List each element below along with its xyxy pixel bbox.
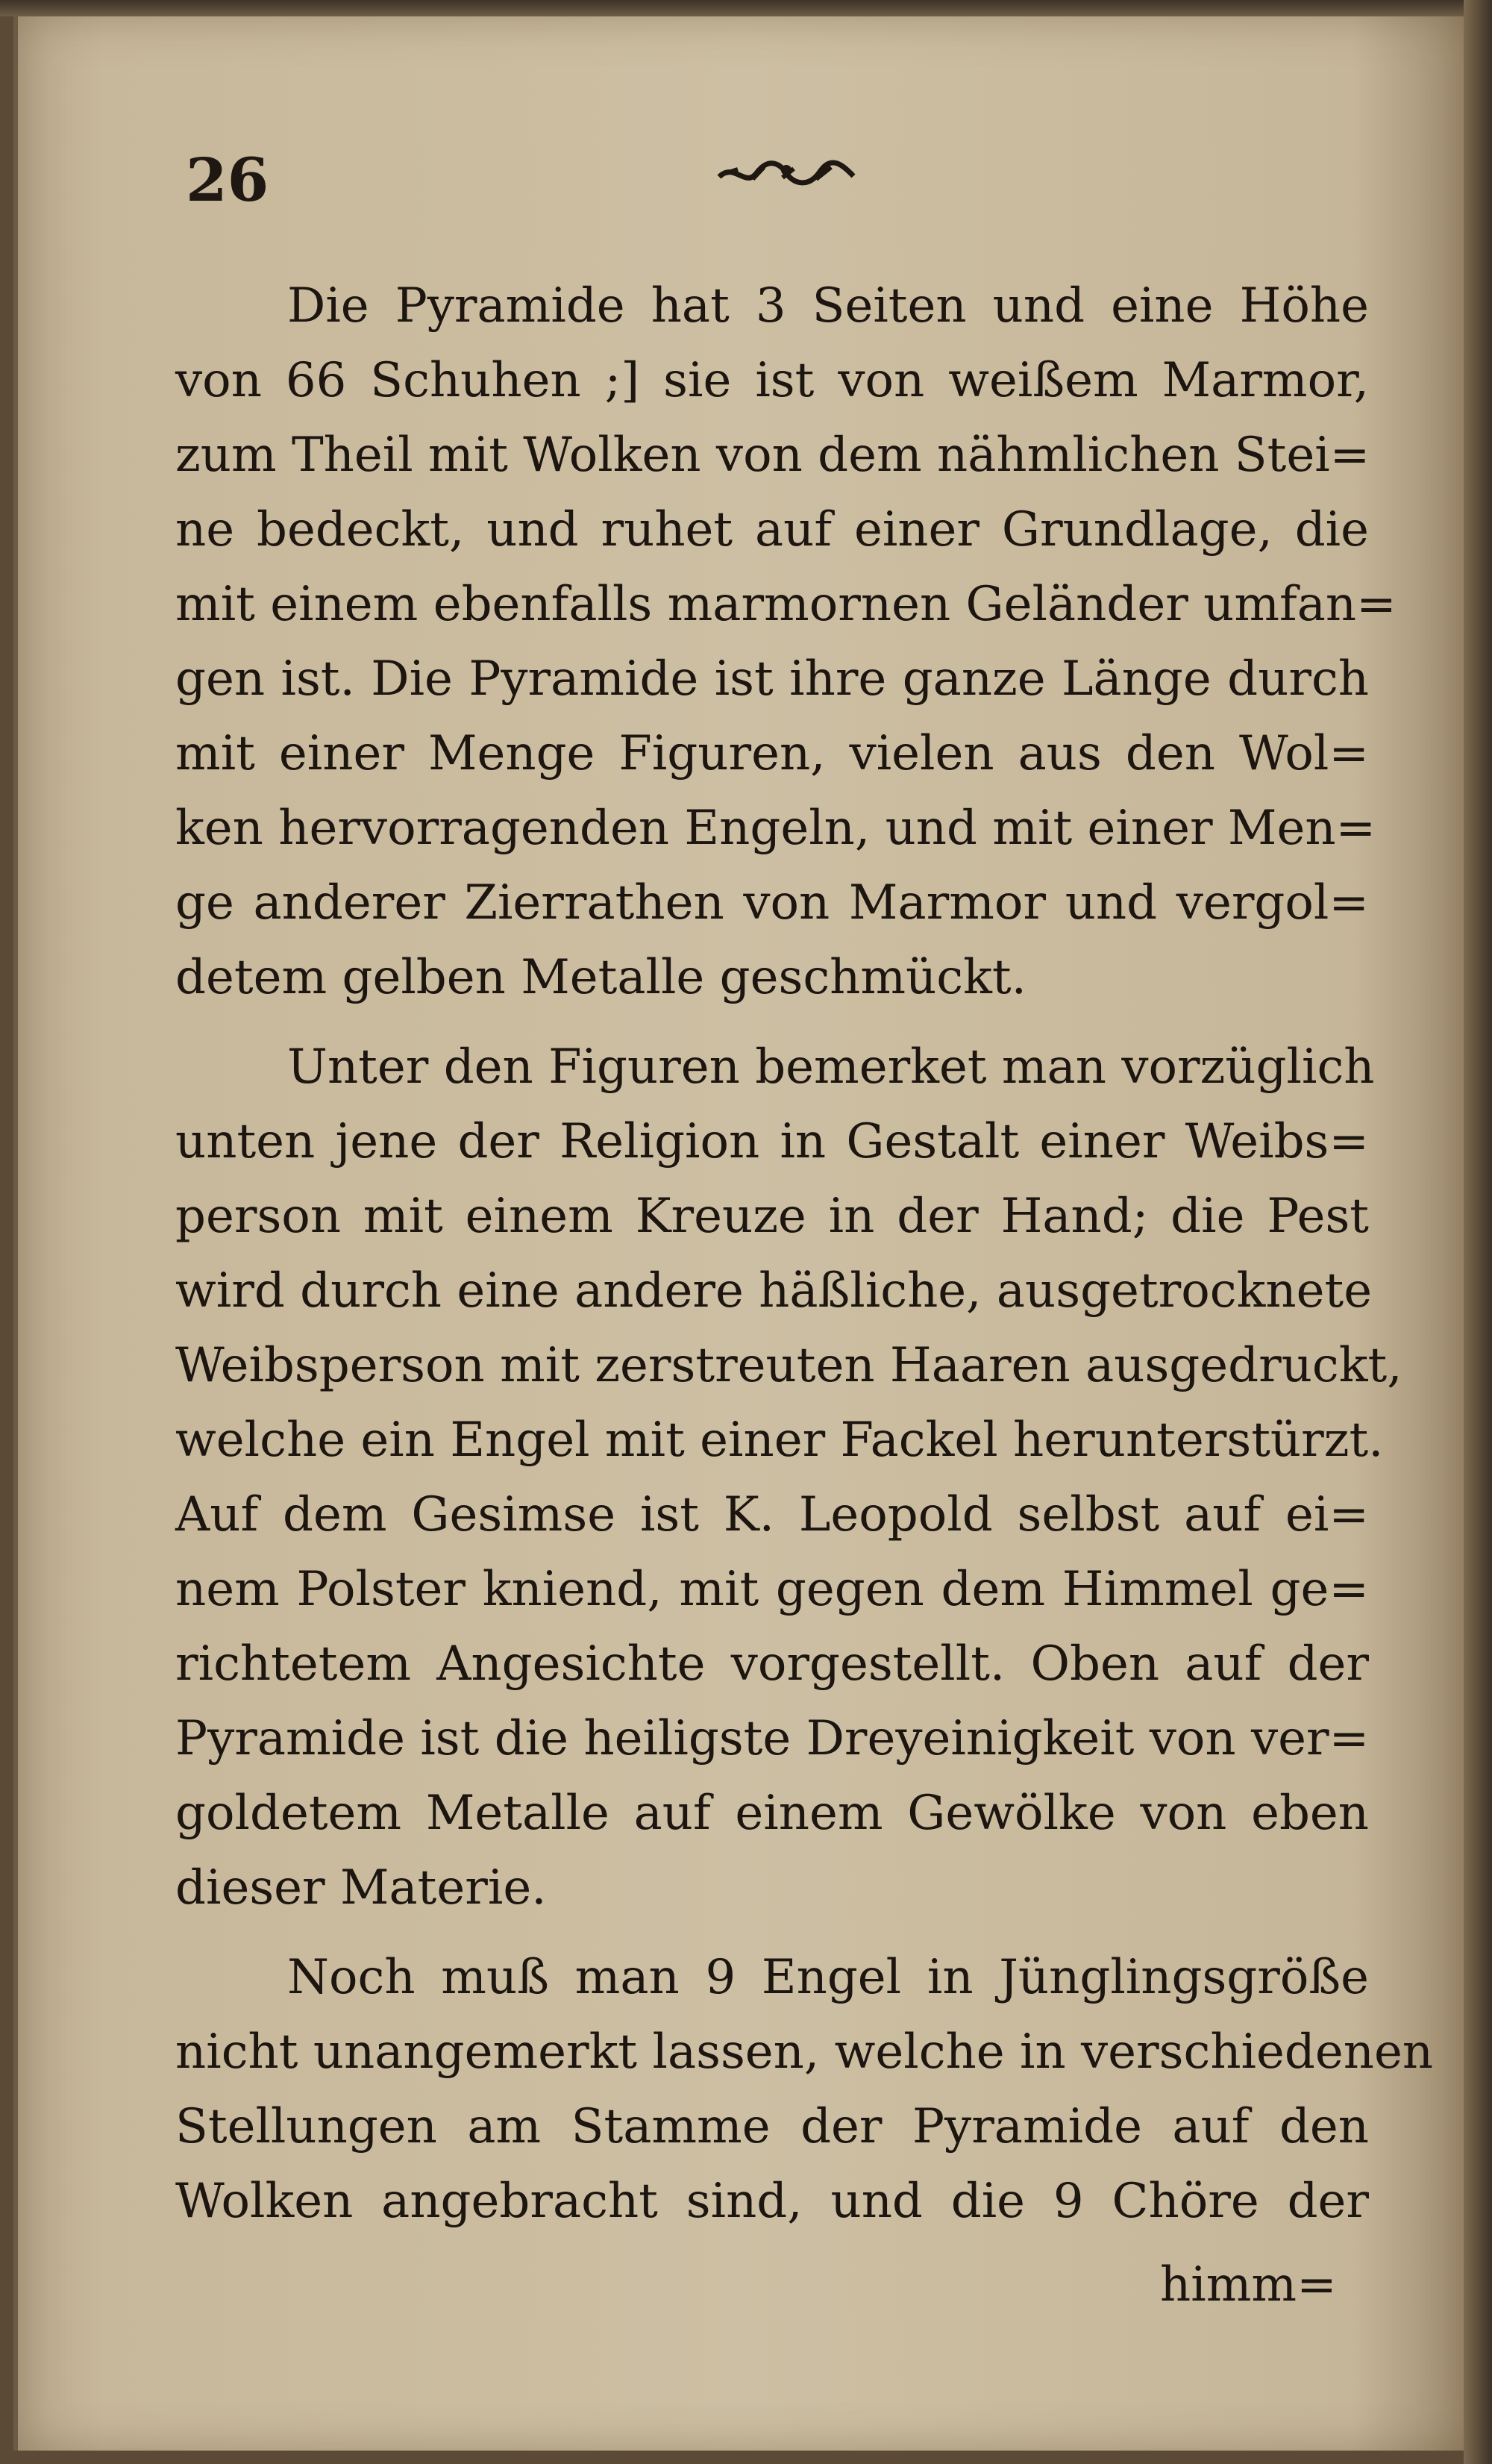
text-line: zum Theil mit Wolken von dem nähmlichen Stei= (175, 428, 1370, 483)
text-line: nicht unangemerkt lassen, welche in verschiedenen (175, 2024, 1434, 2080)
text-line: goldetem Metalle auf einem Gewölke von eben (175, 1786, 1369, 1841)
text-line: Weibsperson mit zerstreuten Haaren ausgedruckt, (175, 1338, 1402, 1393)
text-line: wird durch eine andere häßliche, ausgetrocknete (175, 1263, 1373, 1319)
text-line: detem gelben Metalle geschmückt. (175, 950, 1026, 1005)
text-line: ken hervorragenden Engeln, und mit einer Men= (175, 801, 1376, 856)
text-line: ge anderer Zierrathen von Marmor und vergol= (175, 875, 1369, 931)
text-line: Stellungen am Stamme der Pyramide auf den (175, 2099, 1369, 2154)
text-line: nem Polster kniend, mit gegen dem Himmel ge= (175, 1562, 1369, 1617)
book-top-edge (0, 0, 1492, 16)
text-line: mit einer Menge Figuren, vielen aus den Wol= (175, 726, 1369, 781)
text-line: gen ist. Die Pyramide ist ihre ganze Länge durch (175, 651, 1369, 707)
page-header (18, 128, 1468, 215)
text-line: mit einem ebenfalls marmornen Geländer umfan= (175, 577, 1397, 632)
paragraph-2 (175, 1030, 1402, 1925)
text-line: ne bedeckt, und ruhet auf einer Grundlage, die (175, 502, 1369, 557)
page-number: 26 (186, 145, 269, 215)
text-line: von 66 Schuhen ;] sie ist von weißem Marmor, (175, 353, 1369, 408)
text-line: welche ein Engel mit einer Fackel herunterstürzt. (175, 1413, 1384, 1468)
text-line: Unter den Figuren bemerket man vorzüglich (287, 1039, 1375, 1095)
text-line: person mit einem Kreuze in der Hand; die Pest (175, 1189, 1369, 1244)
book-right-edge (1464, 0, 1492, 2464)
paragraph-1 (175, 269, 1397, 1015)
paragraph-3 (175, 1940, 1434, 2239)
body-text (175, 269, 1434, 2254)
text-line: Die Pyramide hat 3 Seiten und eine Höhe (287, 278, 1369, 334)
printer-ornament-icon (712, 151, 861, 196)
text-line: Noch muß man 9 Engel in Jünglingsgröße (287, 1950, 1369, 2005)
text-line: dieser Materie. (175, 1860, 547, 1916)
text-line: Pyramide ist die heiligste Dreyeinigkeit von ver= (175, 1711, 1370, 1766)
catchword: himm= (1160, 2257, 1337, 2313)
text-line: richtetem Angesichte vorgestellt. Oben auf der (175, 1636, 1369, 1692)
text-line: Wolken angebracht sind, und die 9 Chöre der (175, 2174, 1369, 2229)
text-line: unten jene der Religion in Gestalt einer Weibs= (175, 1114, 1369, 1169)
text-line: Auf dem Gesimse ist K. Leopold selbst auf ei= (175, 1487, 1369, 1542)
